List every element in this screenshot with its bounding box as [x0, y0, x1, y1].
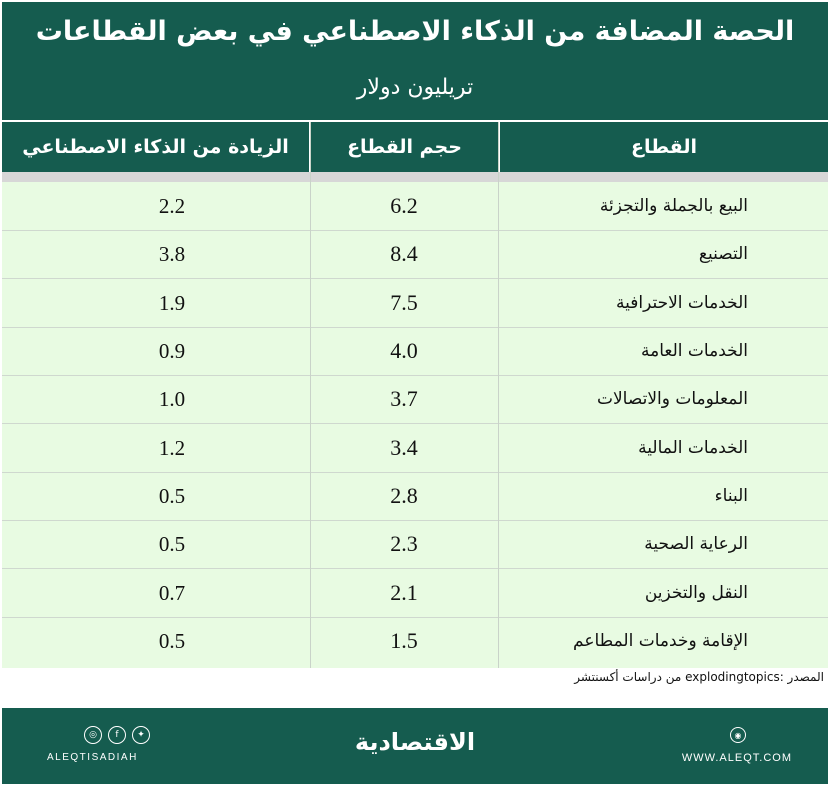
size-cell: 8.4: [390, 241, 418, 266]
addition-cell: 1.0: [158, 386, 186, 411]
table-row: [2, 375, 828, 424]
sector-cell: الخدمات المالية: [638, 438, 748, 458]
table-row: [2, 617, 828, 665]
column-header-sector: القطاع: [500, 122, 828, 172]
table-row: [2, 520, 828, 569]
sector-cell: الإقامة وخدمات المطاعم: [573, 631, 748, 651]
addition-cell: 2.2: [158, 193, 186, 218]
table-row: [2, 230, 828, 279]
sector-cell: التصنيع: [698, 244, 748, 264]
addition-cell: 0.5: [158, 531, 186, 556]
addition-cell: 0.5: [158, 483, 186, 508]
sector-cell: النقل والتخزين: [644, 583, 748, 603]
website-link[interactable]: WWW.ALEQT.COM: [681, 752, 792, 764]
size-cell: 4.0: [390, 338, 418, 363]
sector-cell: المعلومات والاتصالات: [596, 389, 748, 409]
source-note: المصدر :explodingtopics من دراسات أكسنتشر: [574, 670, 824, 684]
divider-strip: [2, 172, 828, 182]
sector-cell: البناء: [714, 486, 748, 506]
size-cell: 2.1: [390, 580, 418, 605]
page-title: الحصة المضافة من الذكاء الاصطناعي في بعض القطاعات: [35, 16, 795, 47]
size-cell: 7.5: [390, 290, 418, 315]
table-body: [2, 172, 828, 668]
size-cell: 6.2: [390, 193, 418, 218]
addition-cell: 0.5: [158, 628, 186, 653]
table-row: [2, 424, 828, 473]
globe-icon: ◉: [730, 727, 746, 743]
table-row: [2, 279, 828, 328]
sector-cell: الخدمات العامة: [641, 341, 748, 361]
size-cell: 1.5: [390, 628, 418, 653]
footer: [2, 708, 828, 784]
instagram-icon[interactable]: ◎: [84, 726, 102, 744]
facebook-icon[interactable]: f: [108, 726, 126, 744]
size-cell: 2.3: [390, 531, 418, 556]
table-row: [2, 182, 828, 231]
sector-cell: الرعاية الصحية: [644, 534, 748, 554]
addition-cell: 3.8: [158, 241, 186, 266]
addition-cell: 1.9: [158, 290, 186, 315]
sector-cell: الخدمات الاحترافية: [615, 293, 748, 313]
header: [2, 2, 828, 120]
brand-logo: الاقتصادية: [354, 728, 476, 756]
social-handle[interactable]: ALEQTISADIAH: [47, 752, 138, 763]
addition-cell: 1.2: [158, 435, 186, 460]
addition-cell: 0.7: [158, 580, 186, 605]
table-row: [2, 327, 828, 376]
size-cell: 3.4: [390, 435, 418, 460]
column-header-addition: الزيادة من الذكاء الاصطناعي: [2, 122, 309, 172]
column-divider: [498, 122, 499, 668]
sector-cell: البيع بالجملة والتجزئة: [599, 196, 748, 216]
addition-cell: 0.9: [158, 338, 186, 363]
unit-subtitle: تريليون دولار: [356, 75, 474, 100]
twitter-icon[interactable]: ✦: [132, 726, 150, 744]
table-row: [2, 472, 828, 521]
table-row: [2, 569, 828, 618]
size-cell: 2.8: [390, 483, 418, 508]
size-cell: 3.7: [390, 386, 418, 411]
column-divider: [310, 122, 311, 668]
column-header-size: حجم القطاع: [311, 122, 498, 172]
